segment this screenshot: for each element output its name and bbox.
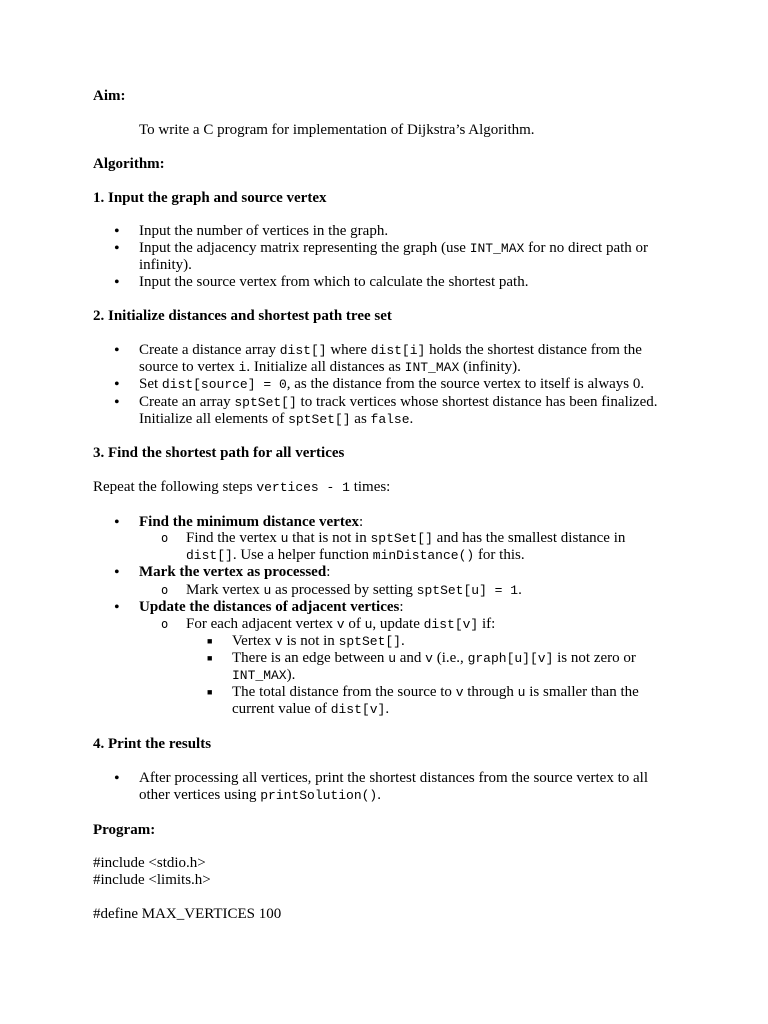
code-line: #include <limits.h> [93,872,211,888]
list-item: • Create an array sptSet[] to track vertices whose shortest distance has been finalized. Initialize all elements of sptSet[] as false. [114,394,658,427]
bullet-marker: • [114,514,120,531]
step3-heading: 3. Find the shortest path for all vertices [93,445,345,461]
sub-list-item: o For each adjacent vertex v of u, update dist[v] if: [161,616,496,632]
list-item: • After processing all vertices, print the shortest distances from the source vertex to all other vertices using printSolution(). [114,770,649,803]
repeat-text: Repeat the following steps vertices - 1 times: [93,479,391,495]
sub-marker: o [161,531,169,545]
sub-marker: o [161,617,169,631]
square-marker: ■ [207,636,213,646]
square-marker: ■ [207,687,213,697]
list-item: • Input the number of vertices in the graph. [114,223,389,240]
list-item: • Update the distances of adjacent vertices: [114,599,404,616]
code-line: #define MAX_VERTICES 100 [93,906,282,922]
bullet-marker: • [114,223,120,240]
list-item: • Mark the vertex as processed: [114,564,331,581]
code-line: #include <stdio.h> [93,855,206,871]
list-item: • Set dist[source] = 0, as the distance from the source vertex to itself is always 0. [114,376,645,393]
list-item: • Input the source vertex from which to calculate the shortest path. [114,274,529,291]
list-item: • Input the adjacency matrix representing the graph (use INT_MAX for no direct path or infinity). [114,240,649,273]
sub-sub-list-item: ■ Vertex v is not in sptSet[]. [207,633,405,649]
aim-text: To write a C program for implementation of Dijkstra’s Algorithm. [139,122,535,138]
sub-list-item: o Mark vertex u as processed by setting sptSet[u] = 1. [161,582,522,598]
algorithm-heading: Algorithm: [93,156,165,172]
list-item: • Find the minimum distance vertex: [114,514,364,531]
sub-marker: o [161,583,169,597]
bullet-marker: • [114,599,120,616]
aim-heading: Aim: [93,88,126,104]
sub-sub-list-item: ■ There is an edge between u and v (i.e., graph[u][v] is not zero or INT_MAX). [207,650,636,683]
bullet-marker: • [114,564,120,581]
bullet-marker: • [114,240,120,257]
sub-sub-list-item: ■ The total distance from the source to v through u is smaller than the current value of dist[v]. [207,684,639,717]
square-marker: ■ [207,653,213,663]
bullet-marker: • [114,394,120,411]
sub-list-item: o Find the vertex u that is not in sptSet[] and has the smallest distance in dist[]. Use a helper function minDistance() for this. [161,530,626,563]
step1-heading: 1. Input the graph and source vertex [93,190,327,206]
bullet-marker: • [114,274,120,291]
bullet-marker: • [114,376,120,393]
step2-heading: 2. Initialize distances and shortest path tree set [93,308,392,324]
program-heading: Program: [93,822,156,838]
bullet-marker: • [114,770,120,787]
step4-heading: 4. Print the results [93,736,212,752]
list-item: • Create a distance array dist[] where dist[i] holds the shortest distance from the source to vertex i. Initialize all distances as INT_MAX (infinity). [114,342,642,375]
bullet-marker: • [114,342,120,359]
